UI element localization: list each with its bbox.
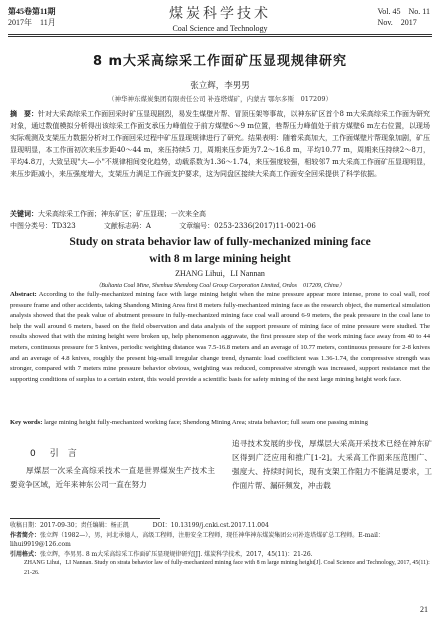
body-text-left: 厚煤层一次采全高综采技术一直是世界煤炭生产技术主要竞争区域，近年来神东公司一直在努力: [10, 466, 215, 489]
running-header: [0, 0, 440, 46]
footnotes: [10, 521, 430, 579]
keywords-cn: [10, 209, 430, 219]
received-date: 收稿日期：2017-09-30；责任编辑：杨正凯: [10, 522, 129, 529]
document-code: 文献标志码：A: [103, 222, 151, 230]
author-bio: 张立辉（1982—），男，河北承德人，高级工程师，注册安全工程师，现任神华神东煤炭集团公司补连塔煤矿总工程师。E-mail：lihui9919@126.com: [10, 531, 384, 549]
header-rule-top: [8, 34, 432, 35]
article-title-en: [0, 234, 440, 268]
journal-name-en: Coal Science and Technology: [172, 24, 268, 33]
footnote-received: [10, 521, 430, 531]
section-title: 引 言: [49, 449, 77, 459]
abstract-cn-label: 摘 要：: [10, 110, 39, 118]
citation-label: 引用格式：: [10, 550, 41, 558]
volume-issue-en: Vol. 45 No. 11: [377, 7, 430, 16]
article-title-en-line1: Study on strata behavior law of fully-mechanized mining face: [69, 236, 371, 248]
keywords-cn-label: 关键词：: [10, 210, 38, 218]
article-title-en-line2: with 8 m large mining height: [149, 253, 291, 265]
keywords-en-label: Key words:: [10, 419, 43, 426]
journal-name: [0, 3, 440, 33]
abstract-en-text: According to the fully-mechanized mining face with large mining height when the mine pressure appear more intense, prone to coal wall, roof pressure frame and other accidents, taking Shandong Mining Area first 8 meters fully-mechanized mining face as the research object, the numerical simulation analysis showed that the peak value of abutment pressure in fully-mechanized mining face coal wall around 6-9 meters, the peak pressure in the coal lane to help the wall around 6 meters, based on the field observation and data analysis of the support pressure of mining face of mine pressure were studied. The results showed that with the mining height were broken up, help phenomenon aggravate, the first pressure step of the work mining face away from 40 to 44 meters, continuous pressure for 5 knives, periodic weighting distance was 7.5-16.8 meters and an average of 10.77 meters, continuous pressure for 2-8 knives and an average of 4.8 knives, roughly the present big-small irregular change trend, dynamic load coefficient was 1.36-1.74, the compressive strength was stronger, compared with 7 meters mine pressure behavior obvious, weighting was reduced, compressive strength was increased, support resistance met the supporting conditions of surplus to a certain extent, this would provide a scientific basis for safety mining of the next large mining height work face.: [10, 291, 430, 383]
keywords-en-text: large mining height fully-mechanized working face; Shendong Mining Area; strata behavior; full seam one passing mining: [44, 419, 368, 426]
section-number: 0: [30, 449, 36, 459]
footnote-author: [10, 531, 430, 550]
abstract-cn-text: 针对大采高综采工作面回采时矿压显现剧烈，易发生煤壁片帮、冒顶压架等事故，以神东矿区首个8 m大采高综采工作面为研究对象，通过数值模拟分析得出该综采工作面支承压力峰值位于前方煤壁6～9 m位置，巷帮压力峰值处于前方煤壁6 m左右位置，以现场实际观测及支架压力数据分析对工作面回采过程中矿压显现规律进行了研究。结果表明：随着采高加大，工作面煤壁片帮现象加剧，矿压显现明显，本工作面初次来压步距40～44 m，来压持续5 刀，周期来压步距为7.2～16.8 m，平均10.77 m，周期来压持续2～8刀，平均4.8刀，大致呈现"大—小"不规律相间变化趋势，动载系数为1.36～1.74，来压强度较强，相较邻7 m大采高工作面矿压显现明显，来压步距减小，来压强度增大，支架压力满足工作面支护要求，这为同盘区接续大采高工作面安全回采提供了科学依据。: [10, 110, 430, 178]
body-text-right: 追寻技术发展的步伐，厚煤层大采高开采技术已经在神东矿区得到广泛应用和推广[1-2]。大采高工作面来压范围广、强度大、持续时间长，现有支架工作阻力不能满足要求，工作面片帮、漏矸频发，冲击载: [232, 439, 432, 490]
footnote-citation: [10, 550, 430, 560]
doi: DOI：10.13199/j.cnki.cst.2017.11.004: [152, 522, 269, 529]
author-bio-label: 作者简介：: [10, 531, 41, 539]
keywords-cn-text: 大采高综采工作面；神东矿区；矿压显现；一次来全高: [38, 210, 206, 218]
date-cn: 2017年 11月: [8, 18, 56, 27]
article-title-cn: 8 m大采高综采工作面矿压显现规律研究: [92, 54, 348, 69]
keywords-en: [10, 418, 430, 428]
authors-cn: 张立辉，李男男: [190, 81, 250, 91]
clc-number: 中图分类号：TD323: [10, 222, 76, 230]
citation-en: ZHANG Lihui，LI Nannan. Study on strata behavior law of fully-mechanized mining face with 8 m large mining height[J]. Coal Science and Technology, 2017, 45(11): 21-26.: [24, 560, 430, 576]
section-heading: [30, 446, 77, 459]
affiliation-cn: （神华神东煤炭集团有限责任公司 补连塔煤矿，内蒙古 鄂尔多斯 017209）: [108, 95, 332, 103]
citation-cn: 张立辉，李男男. 8 m大采高综采工作面矿压显现规律研究[J]. 煤炭科学技术，2017，45(11)：21-26.: [40, 550, 313, 558]
authors-en: ZHANG Lihui，LI Nannan: [175, 269, 265, 278]
affiliation-en: （Bulianta Coal Mine, Shenhua Shendong Coal Group Corporation Limited, Ordos 017209, China）: [95, 283, 345, 289]
classification-line: [10, 221, 430, 231]
abstract-en: [10, 290, 430, 385]
footnote-rule: [10, 518, 160, 519]
page-number: 21: [420, 605, 428, 614]
header-issue-en: [378, 6, 430, 28]
article-number: 文章编号：0253-2336(2017)11-0021-06: [179, 222, 316, 230]
abstract-cn: [10, 108, 430, 180]
date-en: Nov. 2017: [377, 18, 417, 27]
abstract-en-label: Abstract:: [10, 291, 37, 298]
header-rule-bottom: [8, 36, 432, 37]
volume-issue-cn: 第45卷第11期: [8, 7, 56, 16]
journal-name-cn: 煤炭科学技术: [169, 6, 271, 22]
